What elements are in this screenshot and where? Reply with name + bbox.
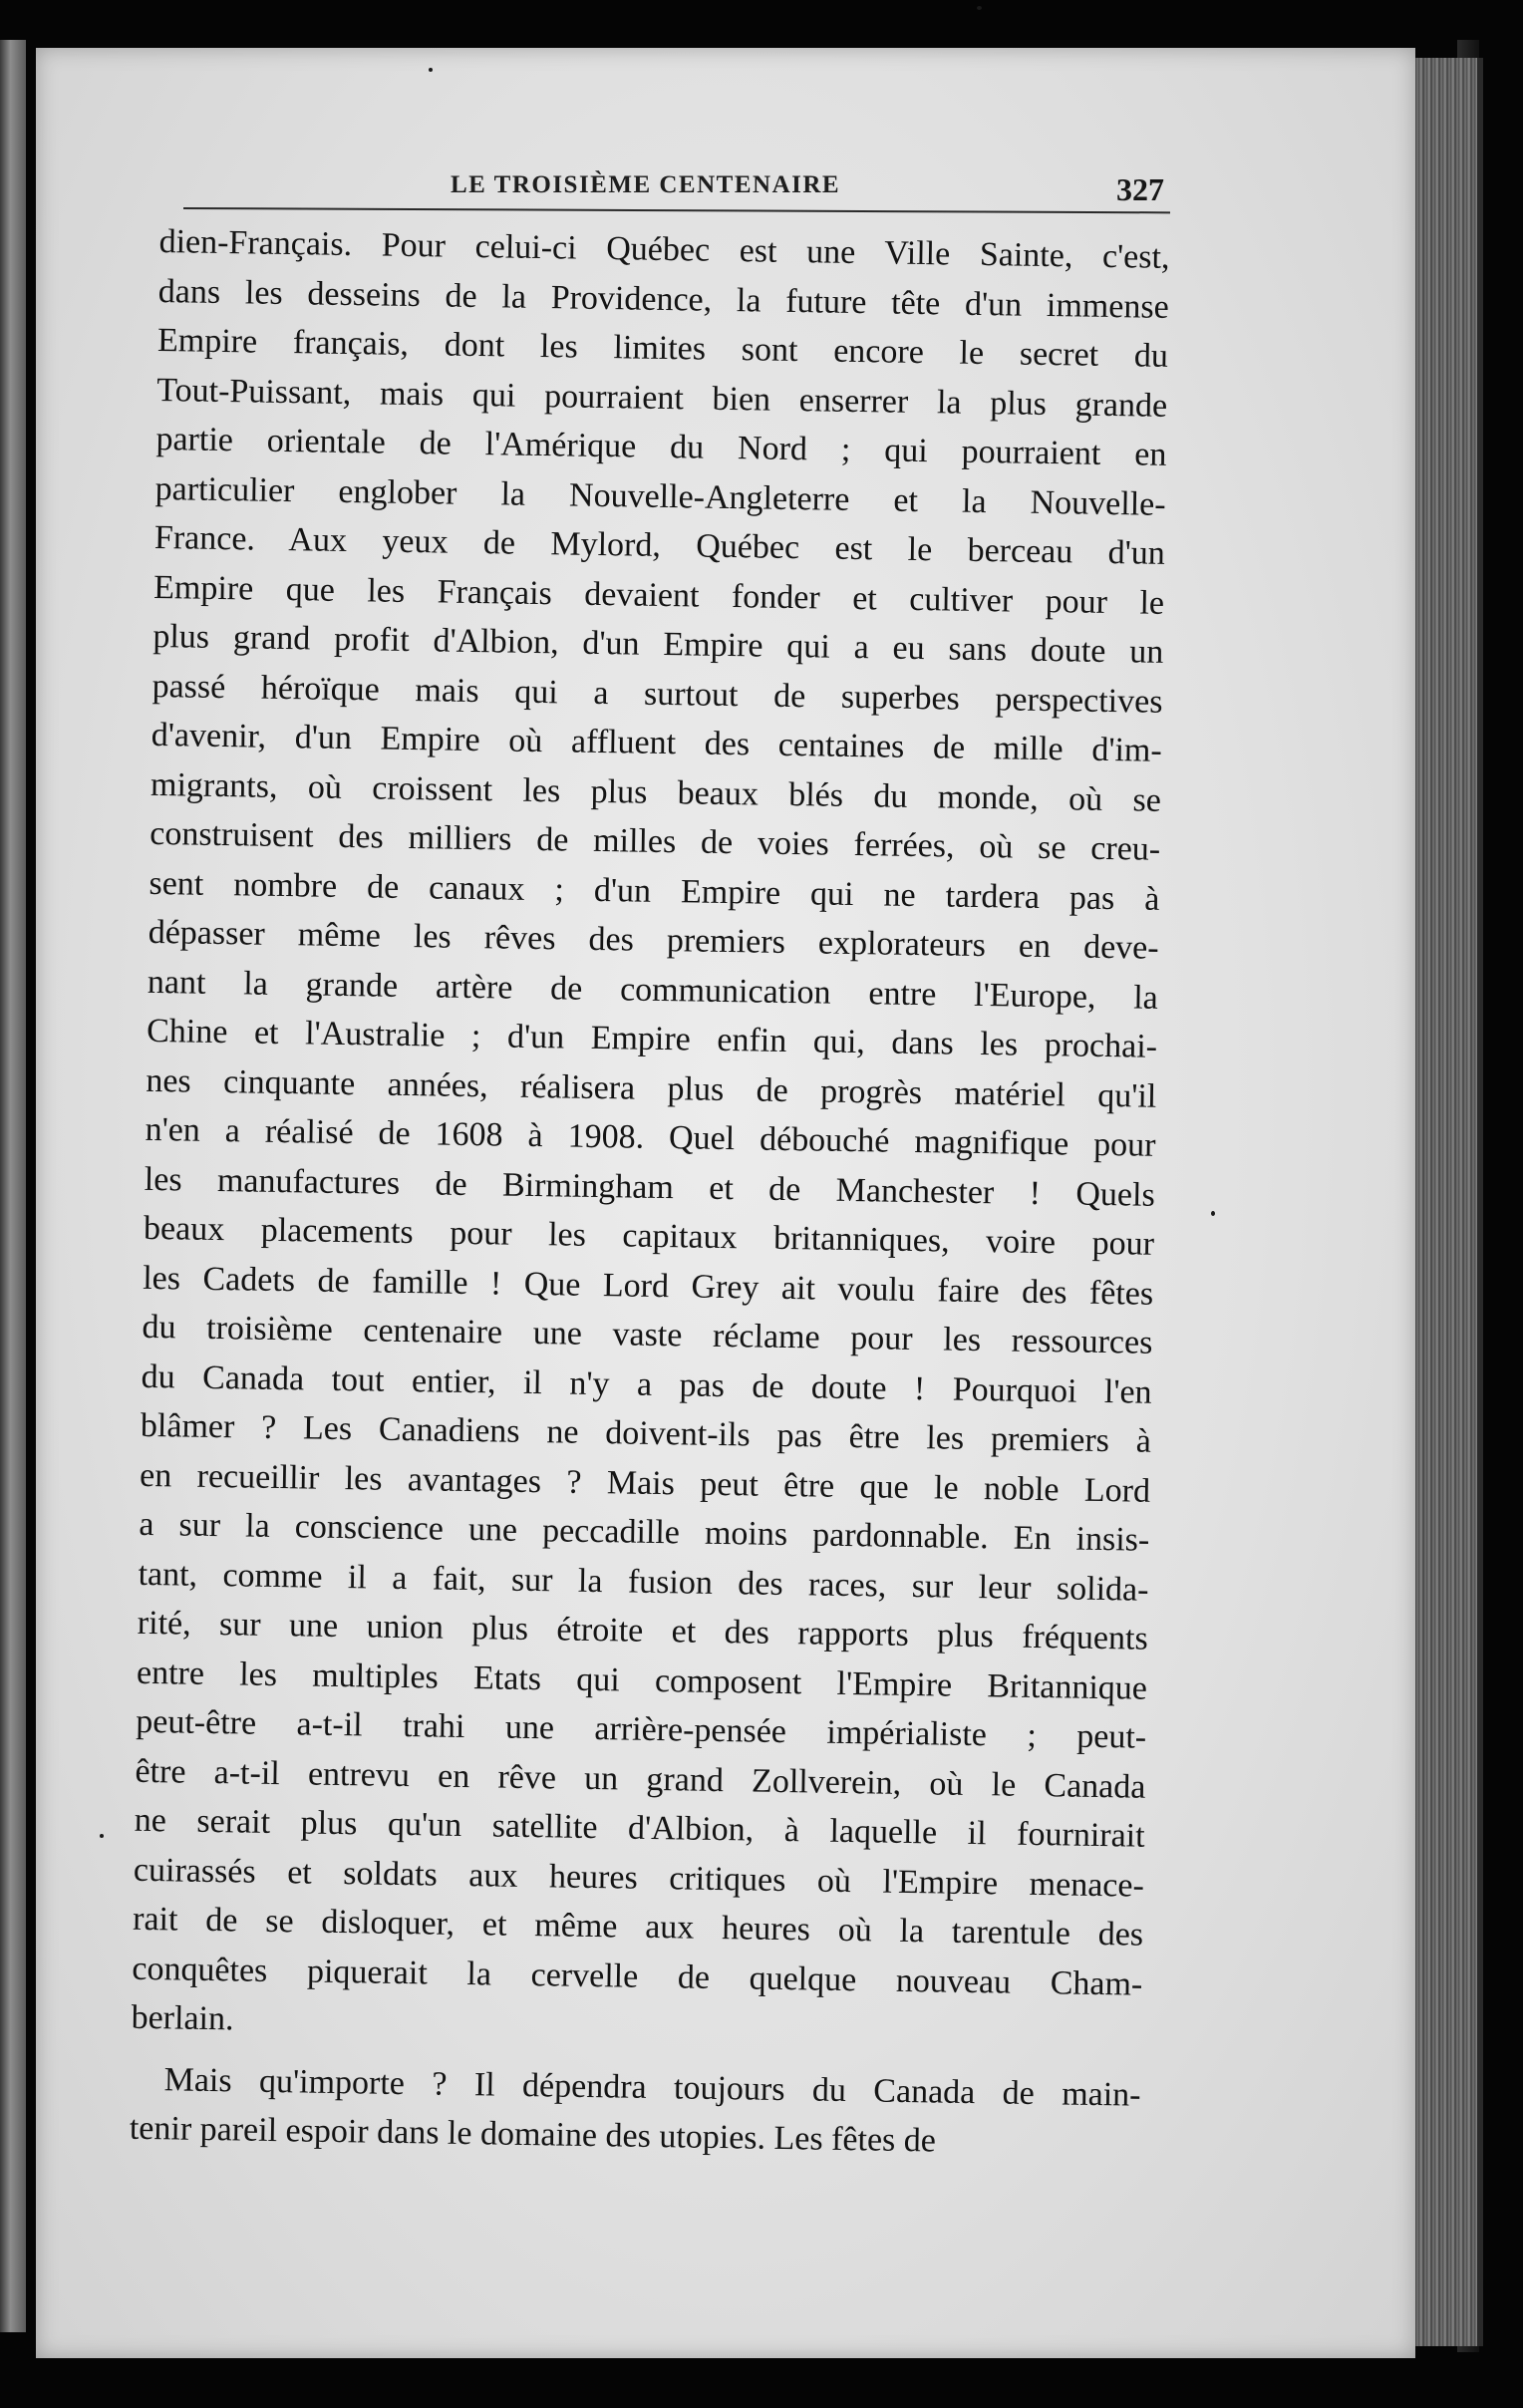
text-line: du Canada tout entier, il n'y a pas de doute ! Pourquoi l'en — [141, 1357, 1152, 1411]
text-line: partie orientale de l'Amérique du Nord ; qui pourraient en — [155, 420, 1167, 473]
text-line: rité, sur une union plus étroite et des rapports plus fréquents — [137, 1604, 1149, 1657]
text-line: France. Aux yeux de Mylord, Québec est le berceau d'un — [153, 518, 1166, 572]
text-line: nant la grande artère de communication entre l'Europe, la — [147, 963, 1159, 1017]
text-line: Empire français, dont les limites sont encore le secret du — [156, 321, 1169, 375]
text-line: n'en a réalisé de 1608 à 1908. Quel débouché magnifique pour — [145, 1110, 1156, 1164]
text-line: blâmer ? Les Canadiens ne doivent-ils pas être les premiers à — [140, 1406, 1152, 1460]
text-line: en recueillir les avantages ? Mais peut être que le noble Lord — [139, 1456, 1151, 1510]
page-number: 327 — [1116, 171, 1164, 207]
text-line: tenir pareil espoir dans le domaine des utopies. Les fêtes de — [129, 2109, 937, 2160]
text-line: Tout-Puissant, mais qui pourraient bien enserrer la plus grande — [155, 371, 1168, 425]
text-line: du troisième centenaire une vaste réclame pour les ressources — [142, 1308, 1153, 1361]
text-line: Empire que les Français devaient fonder et cultiver pour le — [152, 568, 1165, 622]
text-line: migrants, où croissent les plus beaux blés du monde, où se — [150, 765, 1162, 819]
text-line: plus grand profit d'Albion, d'un Empire qui a eu sans doute un — [152, 617, 1164, 671]
scan-speck — [100, 1834, 104, 1838]
text-line: Chine et l'Australie ; d'un Empire enfin qui, dans les prochai- — [146, 1012, 1158, 1065]
text-line: passé héroïque mais qui a surtout de superbes perspectives — [152, 667, 1163, 721]
text-line: construisent des milliers de milles de voies ferrées, où se creu- — [149, 814, 1161, 868]
text-line: cuirassés et soldats aux heures critiques où l'Empire menace- — [133, 1851, 1145, 1905]
previous-page-edge — [0, 40, 26, 2332]
text-line: nes cinquante années, réalisera plus de progrès matériel qu'il — [146, 1061, 1157, 1115]
text-line: beaux placements pour les capitaux britanniques, voire pour — [143, 1209, 1155, 1263]
text-line: entre les multiples Etats qui composent l'Empire Britannique — [136, 1654, 1148, 1707]
scan-speck — [429, 68, 433, 72]
text-line: sent nombre de canaux ; d'un Empire qui ne tardera pas à — [149, 864, 1160, 918]
text-line: tant, comme il a fait, sur la fusion des races, sur leur solida- — [138, 1555, 1149, 1609]
stacked-page-edges — [1403, 58, 1483, 2346]
text-line: être a-t-il entrevu en rêve un grand Zollverein, où le Canada — [135, 1752, 1146, 1806]
text-line: rait de se disloquer, et même aux heures où la tarentule des — [132, 1900, 1144, 1954]
text-line: les manufactures de Birmingham et de Manchester ! Quels — [144, 1160, 1156, 1214]
text-line: dien-Français. Pour celui-ci Québec est une Ville Sainte, c'est, — [158, 222, 1170, 276]
running-head: LE TROISIÈME CENTENAIRE — [451, 171, 841, 198]
text-line: les Cadets de famille ! Que Lord Grey ait voulu faire des fêtes — [142, 1259, 1154, 1313]
body-text — [129, 217, 1169, 2169]
scan-speck — [977, 6, 982, 10]
text-line: Mais qu'importe ? Il dépendra toujours du Canada de main- — [163, 2060, 1141, 2114]
scan-speck — [1211, 1211, 1215, 1216]
text-line: d'avenir, d'un Empire où affluent des centaines de mille d'im- — [151, 716, 1163, 769]
text-line: a sur la conscience une peccadille moins pardonnable. En insis- — [139, 1505, 1150, 1559]
text-line: ne serait plus qu'un satellite d'Albion, à laquelle il fournirait — [134, 1801, 1145, 1855]
text-line: dans les desseins de la Providence, la future tête d'un immense — [157, 272, 1170, 326]
text-line: peut-être a-t-il trahi une arrière-pensée impérialiste ; peut- — [135, 1702, 1147, 1756]
text-line: particulier englober la Nouvelle-Angleterre et la Nouvelle- — [154, 469, 1166, 523]
text-line: dépasser même les rêves des premiers explorateurs en deve- — [148, 913, 1159, 967]
text-line: berlain. — [131, 1998, 234, 2038]
text-line: conquêtes piquerait la cervelle de quelque nouveau Cham- — [132, 1950, 1143, 2003]
